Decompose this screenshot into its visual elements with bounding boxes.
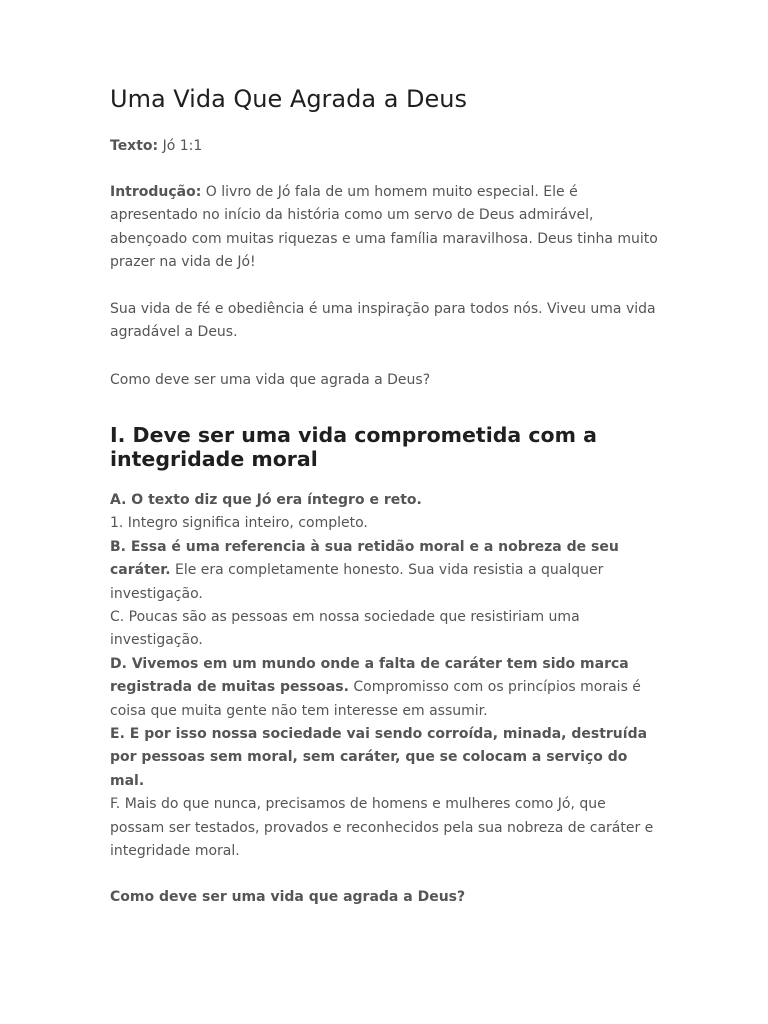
- paragraph-faith: Sua vida de fé e obediência é uma inspiração para todos nós. Viveu uma vida agradável a Deus.: [110, 301, 656, 341]
- item-b-bold: B. Essa é uma referencia à sua retidão moral e a nobreza de seu caráter.: [110, 538, 619, 579]
- item-f: F. Mais do que nunca, precisamos de homens e mulheres como Jó, que possam ser testados, provados e reconhecidos pela sua nobreza de caráter e integridade moral.: [110, 796, 654, 860]
- intro-label: Introdução:: [110, 184, 202, 200]
- item-b: [110, 536, 658, 606]
- item-b-text: Ele era completamente honesto. Sua vida resistia a qualquer investigação.: [110, 562, 604, 602]
- texto-label: Texto:: [110, 138, 159, 154]
- question-paragraph: Como deve ser uma vida que agrada a Deus?: [110, 372, 431, 388]
- item-e: E. E por isso nossa sociedade vai sendo corroída, minada, destruída por pessoas sem moral, sem caráter, que se colocam a serviço do mal.: [110, 726, 648, 789]
- closing-question: [110, 886, 658, 909]
- item-d-text: Compromisso com os princípios morais é coisa que muita gente não tem interesse em assumir.: [110, 679, 641, 719]
- item-a: A. O texto diz que Jó era íntegro e reto.: [110, 492, 422, 508]
- item-d-bold: D. Vivemos em um mundo onde a falta de caráter tem sido marca registrada de muitas pessoas.: [110, 655, 629, 696]
- item-1: 1. Integro significa inteiro, completo.: [110, 515, 368, 532]
- document-title: Uma Vida Que Agrada a Deus: [110, 85, 467, 113]
- section-heading-1: I. Deve ser uma vida comprometida com a integridade moral: [110, 423, 597, 471]
- item-d: [110, 653, 658, 723]
- intro-text: O livro de Jó fala de um homem muito especial. Ele é apresentado no início da história como um servo de Deus admirável, abençoado com muitas riquezas e uma família maravilhosa. Deus tinha muito prazer na vida de Jó!: [110, 184, 658, 271]
- scripture-reference: [110, 135, 658, 158]
- introduction-paragraph: [110, 181, 658, 275]
- item-c: C. Poucas são as pessoas em nossa sociedade que resistiriam uma investigação.: [110, 609, 580, 649]
- closing-question-text: Como deve ser uma vida que agrada a Deus?: [110, 889, 466, 905]
- section-1-body: [110, 489, 658, 864]
- texto-value: Jó 1:1: [162, 138, 203, 154]
